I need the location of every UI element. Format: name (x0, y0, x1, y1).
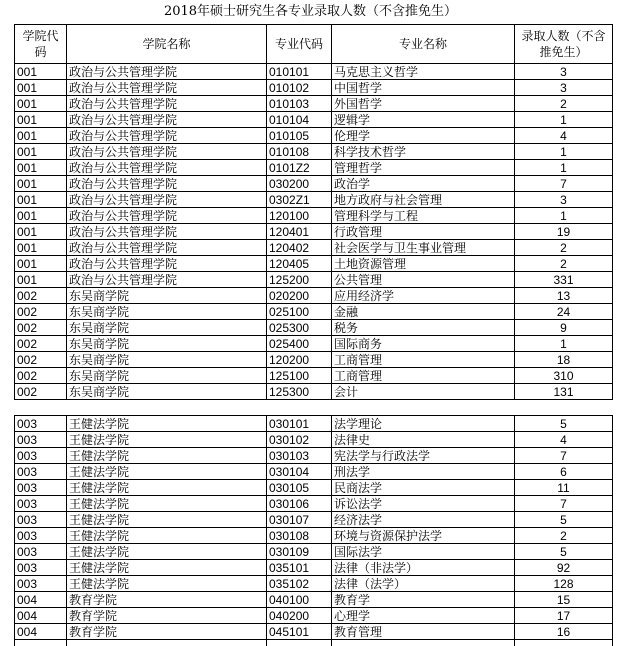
table-row (15, 80, 613, 96)
admitted-count-cell: 5 (515, 416, 613, 432)
table-row (15, 432, 613, 448)
college-code-cell: 002 (15, 320, 67, 336)
major-code-cell: 120402 (267, 240, 332, 256)
major-code-cell: 0101Z2 (267, 160, 332, 176)
header-major-name: 专业名称 (332, 25, 515, 64)
college-code-cell: 001 (15, 240, 67, 256)
table-row (15, 288, 613, 304)
major-code-cell: 010101 (267, 64, 332, 80)
major-code-cell: 125300 (267, 384, 332, 400)
college-name-cell: 政治与公共管理学院 (67, 240, 267, 256)
table-row (15, 448, 613, 464)
admitted-count-cell: 310 (515, 368, 613, 384)
college-code-cell: 001 (15, 160, 67, 176)
major-name-cell: 民商法学 (332, 480, 515, 496)
major-code-cell: 010105 (267, 128, 332, 144)
major-name-cell: 土地资源管理 (332, 256, 515, 272)
major-name-cell: 科学技术哲学 (332, 144, 515, 160)
table-row (15, 272, 613, 288)
admitted-count-cell: 16 (515, 624, 613, 640)
table-row (15, 416, 613, 432)
major-code-cell: 010103 (267, 96, 332, 112)
major-code-cell: 120100 (267, 208, 332, 224)
college-name-cell: 王健法学院 (67, 480, 267, 496)
admitted-count-cell: 17 (515, 608, 613, 624)
table-row (15, 96, 613, 112)
college-code-cell: 003 (15, 576, 67, 592)
header-admitted: 录取人数（不含推免生） (515, 25, 613, 64)
major-code-cell: 030105 (267, 480, 332, 496)
college-name-cell: 东吴商学院 (67, 352, 267, 368)
admitted-count-cell: 1 (515, 112, 613, 128)
admitted-count-cell: 9 (515, 320, 613, 336)
major-code-cell: 025400 (267, 336, 332, 352)
college-code-cell: 001 (15, 272, 67, 288)
college-name-cell: 王健法学院 (67, 512, 267, 528)
college-name-cell: 政治与公共管理学院 (67, 128, 267, 144)
major-code-cell: 020200 (267, 288, 332, 304)
college-name-cell: 教育学院 (67, 592, 267, 608)
admitted-count-cell: 1 (515, 336, 613, 352)
admitted-count-cell: 24 (515, 304, 613, 320)
college-name-cell: 政治与公共管理学院 (67, 272, 267, 288)
college-name-cell: 教育学院 (67, 624, 267, 640)
admitted-count-cell: 7 (515, 496, 613, 512)
college-code-cell: 004 (15, 624, 67, 640)
college-name-cell: 王健法学院 (67, 544, 267, 560)
college-code-cell: 002 (15, 336, 67, 352)
major-code-cell: 030103 (267, 448, 332, 464)
table-row (15, 144, 613, 160)
college-code-cell: 003 (15, 432, 67, 448)
table-row (15, 608, 613, 624)
admitted-count-cell: 2 (515, 96, 613, 112)
college-code-cell: 001 (15, 208, 67, 224)
table-row (15, 560, 613, 576)
college-code-cell: 003 (15, 560, 67, 576)
header-major-code: 专业代码 (267, 25, 332, 64)
major-code-cell: 040100 (267, 592, 332, 608)
college-code-cell: 002 (15, 352, 67, 368)
major-name-cell: 外国哲学 (332, 96, 515, 112)
college-name-cell: 政治与公共管理学院 (67, 192, 267, 208)
college-code-cell: 003 (15, 528, 67, 544)
college-name-cell: 政治与公共管理学院 (67, 208, 267, 224)
major-name-cell: 应用经济学 (332, 288, 515, 304)
admitted-count-cell: 15 (515, 592, 613, 608)
college-name-cell: 东吴商学院 (67, 368, 267, 384)
major-name-cell: 刑法学 (332, 464, 515, 480)
college-name-cell: 政治与公共管理学院 (67, 224, 267, 240)
admitted-count-cell: 7 (515, 448, 613, 464)
admitted-count-cell: 6 (515, 464, 613, 480)
college-name-cell: 王健法学院 (67, 576, 267, 592)
major-code-cell: 030200 (267, 176, 332, 192)
major-code-cell: 120405 (267, 256, 332, 272)
college-name-cell: 王健法学院 (67, 448, 267, 464)
college-name-cell: 王健法学院 (67, 560, 267, 576)
college-name-cell: 政治与公共管理学院 (67, 176, 267, 192)
major-code-cell: 035102 (267, 576, 332, 592)
college-code-cell: 001 (15, 112, 67, 128)
college-code-cell: 004 (15, 608, 67, 624)
college-code-cell: 001 (15, 176, 67, 192)
table-row (15, 480, 613, 496)
admitted-count-cell: 5 (515, 544, 613, 560)
college-code-cell: 001 (15, 144, 67, 160)
admitted-count-cell: 131 (515, 384, 613, 400)
table-row (15, 304, 613, 320)
table-row (15, 112, 613, 128)
college-code-cell: 001 (15, 192, 67, 208)
admitted-count-cell: 3 (515, 64, 613, 80)
college-name-cell: 东吴商学院 (67, 384, 267, 400)
college-code-cell: 002 (15, 288, 67, 304)
table-row (15, 384, 613, 400)
admitted-count-cell: 4 (515, 432, 613, 448)
major-name-cell: 政治学 (332, 176, 515, 192)
table-row (15, 576, 613, 592)
admissions-table-2 (14, 415, 613, 646)
table-row (15, 368, 613, 384)
major-name-cell: 伦理学 (332, 128, 515, 144)
major-name-cell: 法律史 (332, 432, 515, 448)
table-row-cut (15, 640, 613, 646)
college-name-cell: 政治与公共管理学院 (67, 256, 267, 272)
table-row (15, 352, 613, 368)
college-name-cell: 东吴商学院 (67, 320, 267, 336)
college-name-cell: 东吴商学院 (67, 336, 267, 352)
header-college-code: 学院代码 (15, 25, 67, 64)
table-row (15, 128, 613, 144)
table-row (15, 320, 613, 336)
admitted-count-cell: 1 (515, 144, 613, 160)
admitted-count-cell: 2 (515, 240, 613, 256)
college-code-cell: 002 (15, 368, 67, 384)
college-name-cell: 政治与公共管理学院 (67, 160, 267, 176)
college-name-cell: 东吴商学院 (67, 304, 267, 320)
table-row (15, 208, 613, 224)
major-code-cell: 025300 (267, 320, 332, 336)
college-code-cell: 003 (15, 416, 67, 432)
admitted-count-cell: 13 (515, 288, 613, 304)
major-name-cell: 环境与资源保护法学 (332, 528, 515, 544)
major-name-cell: 国际法学 (332, 544, 515, 560)
admitted-count-cell: 3 (515, 192, 613, 208)
major-name-cell: 社会医学与卫生事业管理 (332, 240, 515, 256)
major-name-cell: 中国哲学 (332, 80, 515, 96)
table-header-row (15, 25, 613, 64)
major-name-cell: 经济法学 (332, 512, 515, 528)
college-code-cell: 001 (15, 128, 67, 144)
table-row (15, 336, 613, 352)
major-code-cell: 030107 (267, 512, 332, 528)
major-code-cell: 120200 (267, 352, 332, 368)
major-code-cell: 0302Z1 (267, 192, 332, 208)
admitted-count-cell: 2 (515, 256, 613, 272)
major-name-cell: 工商管理 (332, 368, 515, 384)
table-row (15, 192, 613, 208)
admissions-table-1 (14, 24, 613, 400)
major-code-cell: 125200 (267, 272, 332, 288)
college-code-cell: 003 (15, 496, 67, 512)
admitted-count-cell: 331 (515, 272, 613, 288)
table-row (15, 64, 613, 80)
admitted-count-cell: 1 (515, 160, 613, 176)
table-row (15, 240, 613, 256)
college-code-cell: 001 (15, 96, 67, 112)
college-name-cell: 政治与公共管理学院 (67, 64, 267, 80)
table-row (15, 176, 613, 192)
admitted-count-cell: 18 (515, 352, 613, 368)
major-name-cell: 行政管理 (332, 224, 515, 240)
college-code-cell: 002 (15, 304, 67, 320)
college-name-cell: 东吴商学院 (67, 288, 267, 304)
admitted-count-cell: 2 (515, 528, 613, 544)
table-row (15, 544, 613, 560)
major-code-cell: 010108 (267, 144, 332, 160)
major-name-cell: 宪法学与行政法学 (332, 448, 515, 464)
major-name-cell: 管理科学与工程 (332, 208, 515, 224)
header-college-name: 学院名称 (67, 25, 267, 64)
college-code-cell: 003 (15, 464, 67, 480)
college-code-cell: 001 (15, 256, 67, 272)
major-code-cell: 025100 (267, 304, 332, 320)
college-code-cell: 001 (15, 224, 67, 240)
college-name-cell: 政治与公共管理学院 (67, 144, 267, 160)
major-code-cell: 030109 (267, 544, 332, 560)
admitted-count-cell: 3 (515, 80, 613, 96)
college-name-cell: 王健法学院 (67, 432, 267, 448)
admitted-count-cell: 1 (515, 208, 613, 224)
college-code-cell: 004 (15, 592, 67, 608)
table-row (15, 624, 613, 640)
table-row (15, 512, 613, 528)
table-row (15, 592, 613, 608)
college-name-cell: 政治与公共管理学院 (67, 112, 267, 128)
major-name-cell: 税务 (332, 320, 515, 336)
table-row (15, 224, 613, 240)
admitted-count-cell: 5 (515, 512, 613, 528)
major-code-cell: 035101 (267, 560, 332, 576)
college-name-cell: 王健法学院 (67, 464, 267, 480)
table-row (15, 256, 613, 272)
major-code-cell: 030101 (267, 416, 332, 432)
major-code-cell: 030106 (267, 496, 332, 512)
admitted-count-cell: 92 (515, 560, 613, 576)
college-code-cell: 002 (15, 384, 67, 400)
major-code-cell: 045101 (267, 624, 332, 640)
major-name-cell: 心理学 (332, 608, 515, 624)
major-name-cell: 管理哲学 (332, 160, 515, 176)
major-code-cell: 030102 (267, 432, 332, 448)
college-name-cell: 政治与公共管理学院 (67, 80, 267, 96)
major-name-cell: 会计 (332, 384, 515, 400)
major-code-cell: 010104 (267, 112, 332, 128)
admitted-count-cell: 7 (515, 176, 613, 192)
major-name-cell: 法律（非法学） (332, 560, 515, 576)
major-name-cell: 法学理论 (332, 416, 515, 432)
major-name-cell: 工商管理 (332, 352, 515, 368)
college-code-cell: 003 (15, 544, 67, 560)
college-code-cell: 003 (15, 512, 67, 528)
major-code-cell: 030108 (267, 528, 332, 544)
admitted-count-cell: 11 (515, 480, 613, 496)
admitted-count-cell: 4 (515, 128, 613, 144)
page-title: 2018年硕士研究生各专业录取人数（不含推免生） (163, 4, 458, 19)
major-name-cell: 公共管理 (332, 272, 515, 288)
college-name-cell: 王健法学院 (67, 416, 267, 432)
table-row (15, 464, 613, 480)
college-code-cell: 003 (15, 448, 67, 464)
major-name-cell: 法律（法学） (332, 576, 515, 592)
college-code-cell: 001 (15, 80, 67, 96)
college-name-cell: 政治与公共管理学院 (67, 96, 267, 112)
table-row (15, 496, 613, 512)
table-row (15, 528, 613, 544)
major-code-cell: 040200 (267, 608, 332, 624)
admitted-count-cell: 128 (515, 576, 613, 592)
college-name-cell: 王健法学院 (67, 528, 267, 544)
major-name-cell: 马克思主义哲学 (332, 64, 515, 80)
major-name-cell: 教育管理 (332, 624, 515, 640)
major-name-cell: 诉讼法学 (332, 496, 515, 512)
major-name-cell: 逻辑学 (332, 112, 515, 128)
major-code-cell: 125100 (267, 368, 332, 384)
major-name-cell: 国际商务 (332, 336, 515, 352)
college-code-cell: 003 (15, 480, 67, 496)
major-name-cell: 金融 (332, 304, 515, 320)
admitted-count-cell: 19 (515, 224, 613, 240)
major-name-cell: 教育学 (332, 592, 515, 608)
major-code-cell: 030104 (267, 464, 332, 480)
college-code-cell: 001 (15, 64, 67, 80)
major-name-cell: 地方政府与社会管理 (332, 192, 515, 208)
major-code-cell: 120401 (267, 224, 332, 240)
table-row (15, 160, 613, 176)
major-code-cell: 010102 (267, 80, 332, 96)
college-name-cell: 教育学院 (67, 608, 267, 624)
college-name-cell: 王健法学院 (67, 496, 267, 512)
